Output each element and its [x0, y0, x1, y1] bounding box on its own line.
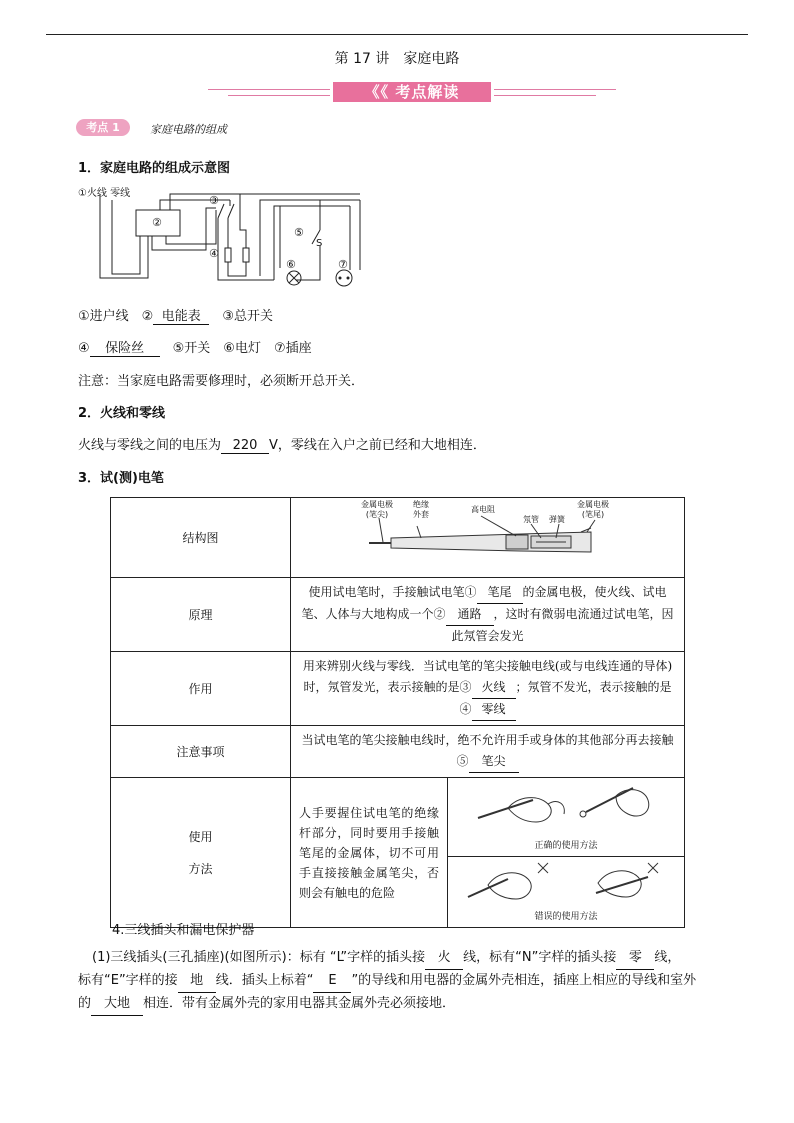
wrong-usage-figure	[448, 857, 684, 911]
banner-line-right-2	[494, 95, 596, 96]
diagram-label-6: ⑥	[286, 258, 296, 271]
answer-fuse: 保险丝	[90, 337, 160, 357]
answer-e: E	[313, 970, 351, 993]
structure-label: 结构图	[111, 498, 291, 578]
caution-label: 注意事项	[111, 726, 291, 778]
pen-label-insulation: 绝缘 外套	[413, 500, 430, 519]
correct-caption: 正确的使用方法	[534, 841, 598, 851]
answer-tail: 笔尾	[477, 582, 523, 604]
answer-tip: 笔尖	[469, 751, 519, 773]
diagram-label-7: ⑦	[338, 258, 348, 271]
pen-label-tail: 金属电极 (笔尾)	[577, 500, 610, 519]
row-function	[111, 652, 685, 726]
wrong-caption: 错误的使用方法	[534, 912, 598, 922]
function-text: 用来辨别火线与零线．当试电笔的笔尖接触电线(或与电线连通的导体)时，氖管发光，表示接触的是③ 火线 ；氖管不发光，表示接触的是④ 零线	[291, 652, 685, 726]
function-label: 作用	[111, 652, 291, 726]
pen-table	[110, 497, 685, 928]
answer-path: 通路	[446, 604, 494, 626]
usage-text: 人手要握住试电笔的绝缘杆部分，同时要用手接触笔尾的金属体，切不可用手直接接触金属笔尖，否则会有触电的危险	[291, 778, 448, 928]
s1-note: 注意：当家庭电路需要修理时，必须断开总开关．	[78, 374, 365, 389]
diagram-label-s: S	[316, 238, 323, 249]
answer-di: 地	[178, 970, 216, 993]
row-principle	[111, 578, 685, 652]
diagram-label-5: ⑤	[294, 226, 304, 239]
answer-dadi: 大地	[91, 993, 143, 1016]
pen-label-tip: 金属电极 (笔尖)	[361, 500, 394, 519]
pen-label-resistor: 高电阻	[471, 505, 496, 514]
answer-live: 火线	[472, 677, 516, 699]
principle-label: 原理	[111, 578, 291, 652]
row-caution	[111, 726, 685, 778]
circuit-diagram	[90, 190, 380, 290]
kaodian-title: 家庭电路的组成	[150, 123, 227, 136]
s2-heading: 2．火线和零线	[78, 406, 166, 421]
s4-heading: 4.三线插头和漏电保护器	[112, 923, 255, 938]
diagram-caption: ①火线 零线	[78, 188, 131, 199]
caution-text: 当试电笔的笔尖接触电线时，绝不允许用手或身体的其他部分再去接触⑤ 笔尖	[291, 726, 685, 778]
page-title: 第 17 讲 家庭电路	[334, 51, 460, 67]
structure-figure	[291, 498, 685, 578]
correct-usage-figure	[448, 778, 684, 840]
diagram-label-3: ③	[209, 194, 219, 207]
s3-heading: 3．试(测)电笔	[78, 471, 164, 486]
s1-line2: ④ 保险丝 ⑤开关 ⑥电灯 ⑦插座	[78, 337, 312, 357]
answer-voltage: 220	[221, 438, 269, 454]
s2-text: 火线与零线之间的电压为 220 V，零线在入户之前已经和大地相连．	[78, 438, 486, 453]
correct-usage	[448, 778, 684, 857]
pen-label-neon: 氖管	[523, 515, 540, 524]
header-rule	[46, 34, 748, 35]
wrong-usage	[448, 857, 684, 927]
answer-neutral: 零线	[472, 699, 516, 721]
answer-ling: 零	[616, 947, 654, 970]
diagram-label-4: ④	[209, 247, 219, 260]
answer-meter: 电能表	[153, 305, 209, 325]
s4-paragraph: (1)三线插头(三孔插座)(如图所示)：标有 “L”字样的插头接 火 线，标有“N”字样的插头接 零 线， 标有“E”字样的接 地 线．插头上标着“ E ”的导线和用电器的金属外壳相连，插座上相应的导线和室外 的 大地 相连．带有金属外壳的家用电器其金属外壳必须接地．	[78, 947, 748, 1016]
answer-huo: 火	[425, 947, 463, 970]
s1-line1: ①进户线 ② 电能表 ③总开关	[78, 305, 273, 325]
diagram-label-2: ②	[152, 216, 162, 229]
row-structure	[111, 498, 685, 578]
principle-text: 使用试电笔时，手接触试电笔① 笔尾 的金属电极，使火线、试电笔、人体与大地构成一个② 通路 ，这时有微弱电流通过试电笔，因此氖管会发光	[291, 578, 685, 652]
row-usage	[111, 778, 685, 928]
banner-line-left-2	[228, 95, 330, 96]
usage-label: 使用 方法	[111, 778, 291, 928]
banner-line-right	[494, 89, 616, 90]
banner-line-left	[208, 89, 330, 90]
pen-label-spring: 弹簧	[549, 515, 566, 524]
section-banner: 《《 考点解读	[333, 82, 491, 102]
kaodian-badge: 考点 1	[76, 119, 130, 136]
usage-figures	[448, 778, 685, 928]
s1-heading: 1．家庭电路的组成示意图	[78, 161, 231, 176]
